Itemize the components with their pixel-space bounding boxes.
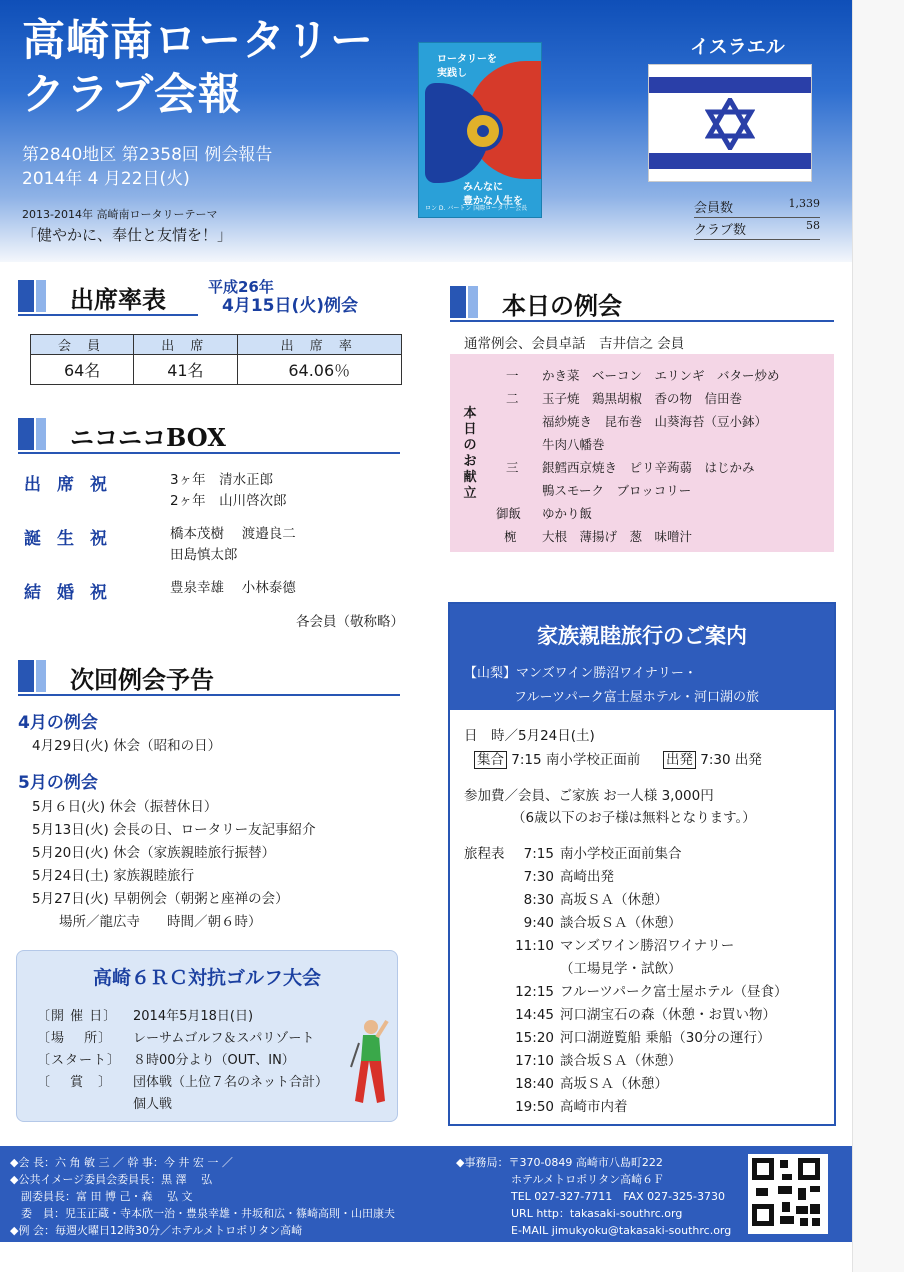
itinerary-item: 8:30 高坂ＳＡ（休憩） (523, 892, 668, 908)
col-rate: 出 席 率 (237, 335, 402, 355)
list-item: 5月６日(火) 休会（振替休日） (32, 799, 218, 815)
nikoniko-note: 各会員（敬称略） (296, 614, 404, 630)
members-value: 1,339 (788, 197, 820, 210)
menu-item: 銀鱈西京焼き ピリ辛蒟蒻 はじかみ (542, 460, 755, 475)
page-margin (852, 0, 904, 1272)
menu-item: 大根 薄揚げ 葱 味噌汁 (542, 529, 693, 544)
next-meeting-heading: 次回例会予告 (18, 656, 400, 696)
nikoniko-heading: ニコニコBOX (18, 414, 400, 454)
golf-tournament-box: 高崎６ＲＣ対抗ゴルフ大会 〔開 催 日〕 2014年5月18日(日) 〔場 所〕 レーサムゴルフ＆スパリゾート 〔スタート〕 ８時00分より（OUT、IN） 〔 賞 〕 団体戦（上位７名のネット合計） 個人戦 (16, 950, 398, 1122)
may-heading: 5月の例会 (18, 773, 98, 793)
menu-item: かき菜 ベーコン エリンギ バター炒め (542, 368, 780, 383)
email-link[interactable]: E-MAIL jimukyoku@takasaki-southrc.org (456, 1224, 732, 1237)
members-count: 64名 (31, 355, 134, 385)
theme-text: 「健やかに、奉仕と友情を！」 (22, 226, 233, 244)
menu-item: 牛肉八幡巻 (542, 437, 605, 452)
rotary-wheel-icon (463, 111, 503, 151)
newsletter-title: 高崎南ロータリー クラブ会報 (22, 16, 374, 120)
trip-title: 家族親睦旅行のご案内 (537, 623, 747, 648)
list-item: 5月24日(土) 家族親睦旅行 (32, 868, 195, 884)
golfer-icon (347, 1017, 391, 1107)
col-attended: 出 席 (134, 335, 237, 355)
list-item: 4月29日(火) 休会（昭和の日） (32, 738, 222, 754)
clubs-value: 58 (806, 219, 820, 232)
footer: ◆会 長：六 角 敏 三 ／ 幹 事：今 井 宏 一 ／ ◆公共イメージ委員会委員長：黒 澤 弘 副委員長：富 田 博 己・森 弘 文 委 員：児玉正蔵・寺本欣一治・豊泉幸雄・井坂和広・篠崎高則・山田康夫 ◆例 会：毎週火曜日12時30分／ホテルメトロポリタン高崎 ◆事務局：〒370-0849 高崎市八島町222 ホテルメトロポリタン高崎６Ｆ TEL 027-327-7711 FAX 027-325-3730 URL http：takasaki-southrc.org E-MAIL jimukyoku@takasaki-southrc.org (0, 1146, 852, 1242)
depart-tag: 出発 (663, 751, 696, 769)
may-list (32, 796, 316, 934)
today-menu: 本日のお献立 一 かき菜 ベーコン エリンギ バター炒め 二 玉子焼 鶏黒胡椒 香の物 信田巻 福紗焼き 昆布巻 山葵海苔（豆小鉢） 牛肉八幡巻 三 銀鱈西京焼き ピリ辛蒟蒻 はじかみ 鴨スモーク ブロッコリー 御飯 ゆかり飯 椀 大根 薄揚げ 葱 味噌汁 (450, 354, 834, 552)
menu-label: 本日のお献立 (463, 406, 477, 501)
website-link[interactable]: URL http：takasaki-southrc.org (456, 1207, 683, 1220)
menu-item: 福紗焼き 昆布巻 山葵海苔（豆小鉢） (542, 414, 768, 429)
itinerary-item: 12:15 フルーツパーク富士屋ホテル（昼食） (515, 984, 788, 1000)
list-item: 5月13日(火) 会長の日、ロータリー友記事紹介 (32, 822, 316, 838)
list-item: 5月27日(火) 早朝例会（朝粥と座禅の会） (32, 891, 289, 907)
issue-date: 2014年 4 月22日(火) (22, 169, 190, 189)
april-list (32, 735, 221, 758)
trip-meeting: 集合 7:15 南小学校正面前 出発 7:30 出発 (474, 748, 762, 768)
menu-item: 鴨スモーク ブロッコリー (542, 483, 692, 498)
april-heading: 4月の例会 (18, 713, 98, 733)
itinerary-item: 14:45 河口湖宝石の森（休憩・お買い物） (515, 1007, 776, 1023)
meet-tag: 集合 (474, 751, 507, 769)
trip-subtitle-2: フルーツパーク富士屋ホテル・河口湖の旅 (514, 690, 760, 705)
itinerary-item: 15:20 河口湖遊覧船 乗船（30分の運行） (515, 1030, 771, 1046)
today-program: 通常例会、会員卓話 吉井信之 会員 (464, 336, 685, 352)
attendance-table (30, 334, 402, 385)
trip-fee: 参加費／会員、ご家族 お一人様 3,000円 (464, 788, 714, 804)
golf-title: 高崎６ＲＣ対抗ゴルフ大会 (92, 967, 321, 989)
qr-code-icon[interactable] (748, 1154, 828, 1234)
itinerary-item: 17:10 談合坂ＳＡ（休憩） (515, 1053, 682, 1069)
itinerary-item: 18:40 高坂ＳＡ（休憩） (515, 1076, 668, 1092)
attended-count: 41名 (134, 355, 237, 385)
itinerary-label: 旅程表 (464, 846, 505, 862)
family-trip-box (448, 602, 836, 1126)
theme-label: 2013-2014年 高崎南ロータリーテーマ (22, 208, 218, 221)
itinerary-item: （工場見学・試飲） (560, 961, 682, 977)
attendance-date: 平成26年 4月15日(火)例会 (208, 278, 359, 316)
trip-subtitle-1: 【山梨】マンズワイン勝沼ワイナリー・ (464, 666, 697, 681)
menu-item: ゆかり飯 (542, 506, 593, 521)
masthead (0, 0, 852, 262)
trip-fee-note: （6歳以下のお子様は無料となります。） (512, 810, 756, 826)
itinerary-item: 7:15 南小学校正面前集合 (523, 846, 682, 862)
district-line: 第2840地区 第2358回 例会報告 (22, 145, 273, 165)
attendance-rate: 64.06％ (237, 355, 402, 385)
itinerary-item: 19:50 高崎市内着 (515, 1099, 628, 1115)
col-members: 会 員 (31, 335, 134, 355)
attendance-heading: 出席率表 (18, 276, 198, 316)
itinerary-item: 7:30 高崎出発 (523, 869, 614, 885)
israel-flag-icon (648, 64, 812, 182)
today-heading: 本日の例会 (450, 282, 834, 322)
trip-date: 日 時／5月24日(土) (464, 728, 595, 744)
members-label: 会員数 (694, 201, 734, 216)
itinerary-item: 11:10 マンズワイン勝沼ワイナリー (515, 938, 735, 954)
rotary-theme-poster: ロータリーを 実践し みんなに 豊かな人生を ロン D. バートン 国際ロータリー会長 (418, 42, 542, 218)
list-item: 場所／龍広寺 時間／朝６時） (32, 914, 262, 930)
country-name: イスラエル (690, 36, 785, 58)
list-item: 5月20日(火) 休会（家族親睦旅行振替） (32, 845, 276, 861)
itinerary-item: 9:40 談合坂ＳＡ（休憩） (523, 915, 682, 931)
menu-item: 玉子焼 鶏黒胡椒 香の物 信田巻 (542, 391, 743, 406)
star-of-david-icon (705, 98, 755, 150)
clubs-label: クラブ数 (694, 223, 747, 238)
district-stats (694, 196, 820, 240)
